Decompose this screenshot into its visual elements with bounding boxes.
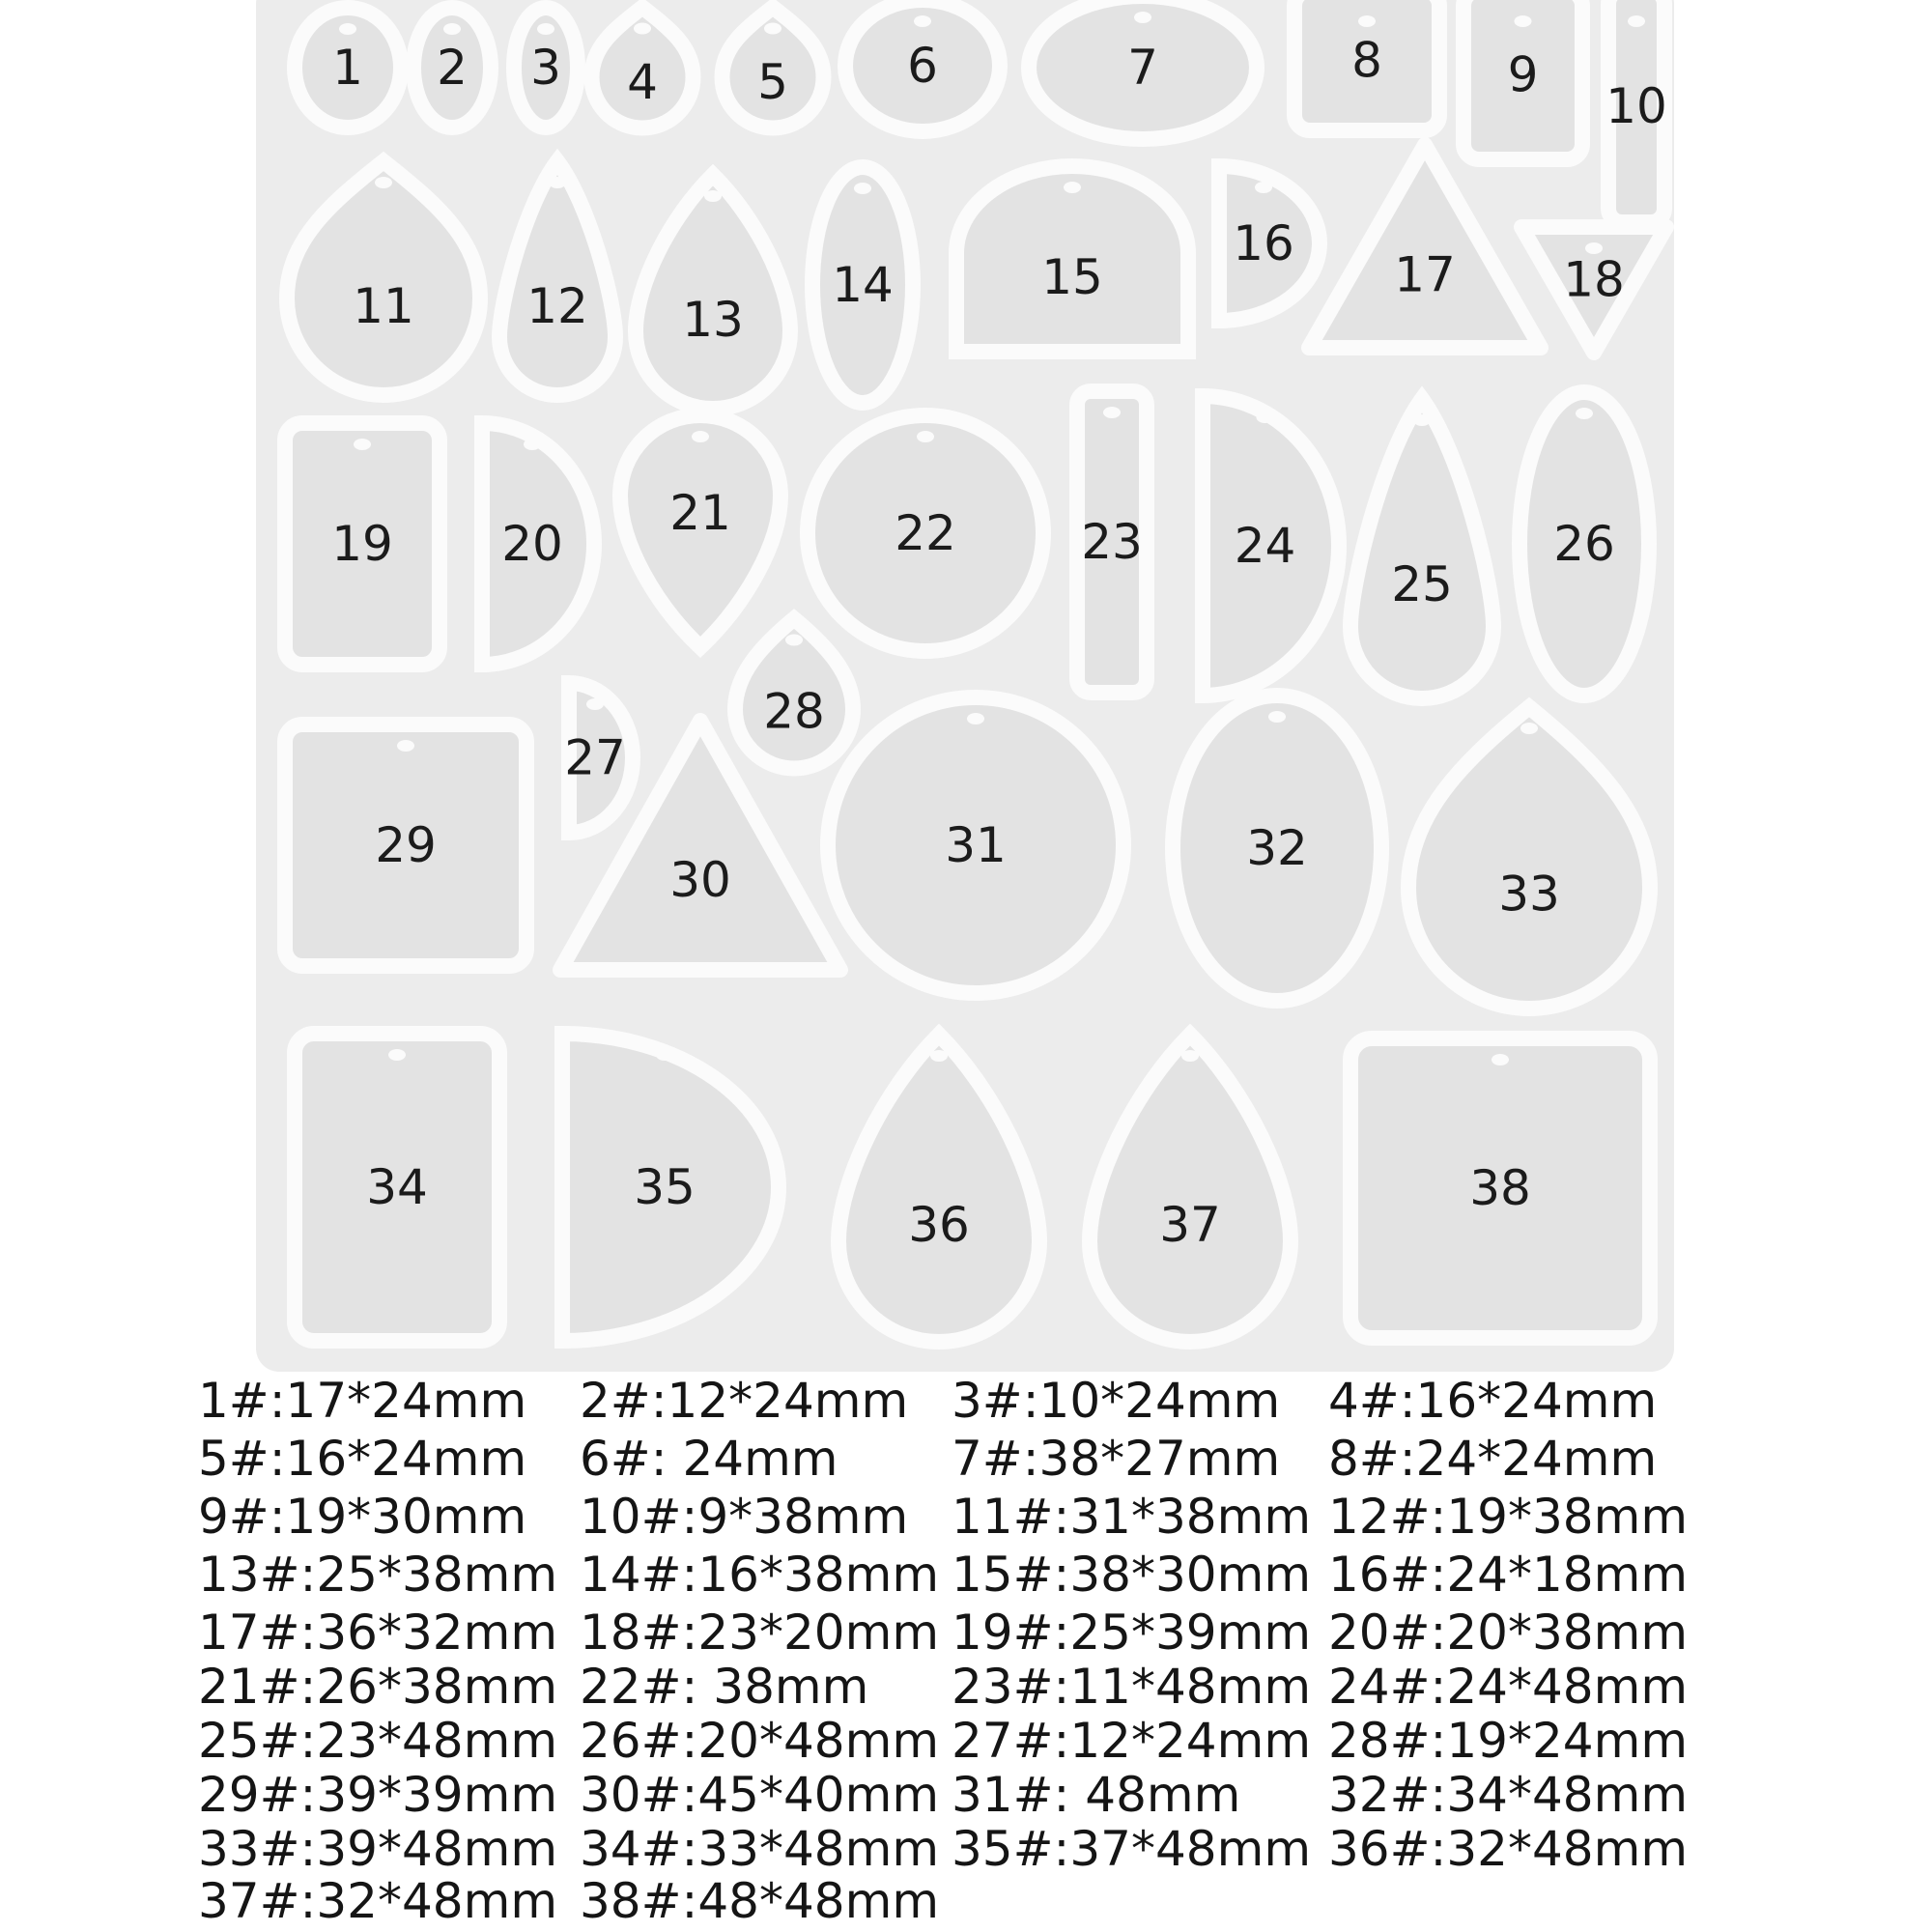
size-entry-13: 13#:25*38mm	[198, 1547, 558, 1603]
size-entry-9: 9#:19*30mm	[198, 1489, 527, 1545]
cavity-number-26: 26	[1553, 516, 1615, 572]
cavity-number-5: 5	[757, 54, 788, 110]
cavity-10	[1605, 0, 1667, 222]
cavity-number-10: 10	[1605, 78, 1667, 134]
hang-hole-20	[524, 439, 541, 450]
cavity-1	[295, 8, 401, 128]
cavity-number-37: 37	[1159, 1197, 1221, 1254]
cavity-number-35: 35	[634, 1159, 696, 1215]
size-entry-10: 10#:9*38mm	[580, 1489, 909, 1545]
hang-hole-4	[634, 23, 651, 35]
cavity-7	[1029, 0, 1257, 139]
size-entry-29: 29#:39*39mm	[198, 1767, 558, 1823]
cavity-6	[845, 0, 1000, 131]
size-entry-38: 38#:48*48mm	[580, 1873, 940, 1929]
cavity-26	[1520, 392, 1649, 696]
size-entry-8: 8#:24*24mm	[1328, 1431, 1658, 1487]
cavity-number-14: 14	[832, 257, 894, 313]
cavity-3	[514, 8, 578, 128]
size-entry-23: 23#:11*48mm	[952, 1659, 1312, 1715]
size-entry-37: 37#:32*48mm	[198, 1873, 558, 1929]
hang-hole-7	[1134, 12, 1151, 23]
cavity-number-28: 28	[763, 683, 825, 740]
cavity-number-38: 38	[1469, 1160, 1531, 1216]
hang-hole-23	[1103, 407, 1121, 418]
cavity-29	[285, 724, 526, 966]
hang-hole-36	[930, 1050, 948, 1062]
hang-hole-16	[1255, 182, 1272, 193]
size-entry-26: 26#:20*48mm	[580, 1713, 940, 1769]
size-entry-27: 27#:12*24mm	[952, 1713, 1312, 1769]
cavity-34	[295, 1034, 499, 1341]
size-entry-14: 14#:16*38mm	[580, 1547, 940, 1603]
hang-hole-37	[1181, 1050, 1199, 1062]
size-entry-16: 16#:24*18mm	[1328, 1547, 1689, 1603]
hang-hole-14	[854, 183, 871, 194]
size-entry-2: 2#:12*24mm	[580, 1373, 909, 1429]
cavity-number-22: 22	[895, 505, 956, 561]
hang-hole-9	[1515, 15, 1532, 27]
cavity-number-6: 6	[907, 38, 938, 94]
cavity-number-9: 9	[1507, 46, 1539, 103]
cavity-number-17: 17	[1394, 246, 1456, 303]
size-entry-30: 30#:45*40mm	[580, 1767, 940, 1823]
hang-hole-24	[1257, 412, 1274, 423]
cavity-number-20: 20	[501, 516, 563, 572]
hang-hole-21	[692, 431, 709, 442]
cavity-number-21: 21	[669, 484, 731, 541]
hang-hole-33	[1520, 723, 1538, 734]
size-entry-17: 17#:36*32mm	[198, 1605, 558, 1661]
cavity-23	[1077, 391, 1147, 693]
hang-hole-11	[375, 177, 392, 188]
size-entry-22: 22#: 38mm	[580, 1659, 869, 1715]
cavity-number-36: 36	[908, 1197, 970, 1254]
size-entry-36: 36#:32*48mm	[1328, 1821, 1689, 1877]
hang-hole-12	[549, 177, 566, 188]
hang-hole-19	[354, 439, 371, 450]
size-entry-7: 7#:38*27mm	[952, 1431, 1281, 1487]
hang-hole-31	[967, 713, 984, 724]
hang-hole-6	[914, 15, 931, 27]
size-entry-34: 34#:33*48mm	[580, 1821, 940, 1877]
cavity-number-1: 1	[332, 40, 363, 96]
size-entry-32: 32#:34*48mm	[1328, 1767, 1689, 1823]
cavity-number-31: 31	[945, 817, 1007, 873]
cavity-32	[1173, 696, 1381, 1001]
hang-hole-5	[764, 23, 781, 35]
cavity-number-13: 13	[682, 292, 744, 349]
size-entry-3: 3#:10*24mm	[952, 1373, 1281, 1429]
hang-hole-27	[586, 698, 604, 710]
hang-hole-2	[443, 23, 461, 35]
hang-hole-38	[1492, 1054, 1509, 1065]
cavity-38	[1350, 1038, 1650, 1338]
hang-hole-28	[785, 635, 803, 646]
size-entry-31: 31#: 48mm	[952, 1767, 1241, 1823]
cavity-number-7: 7	[1127, 40, 1158, 96]
size-entry-21: 21#:26*38mm	[198, 1659, 558, 1715]
cavity-number-15: 15	[1041, 249, 1103, 306]
hang-hole-26	[1576, 408, 1593, 419]
cavity-number-3: 3	[530, 40, 561, 96]
size-entry-24: 24#:24*48mm	[1328, 1659, 1689, 1715]
size-entry-20: 20#:20*38mm	[1328, 1605, 1689, 1661]
size-entry-19: 19#:25*39mm	[952, 1605, 1312, 1661]
hang-hole-32	[1268, 711, 1286, 723]
hang-hole-35	[656, 1049, 673, 1061]
cavity-8	[1294, 0, 1439, 130]
cavity-2	[413, 8, 491, 128]
cavity-number-25: 25	[1391, 556, 1453, 613]
cavity-number-4: 4	[627, 54, 658, 110]
cavity-22	[808, 415, 1043, 651]
size-entry-1: 1#:17*24mm	[198, 1373, 527, 1429]
size-entry-25: 25#:23*48mm	[198, 1713, 558, 1769]
cavity-19	[285, 423, 440, 665]
size-entry-6: 6#: 24mm	[580, 1431, 838, 1487]
cavity-9	[1463, 0, 1582, 159]
cavity-number-8: 8	[1351, 32, 1382, 89]
size-entry-12: 12#:19*38mm	[1328, 1489, 1689, 1545]
cavity-number-24: 24	[1234, 518, 1296, 574]
cavity-number-29: 29	[375, 817, 437, 873]
cavity-number-32: 32	[1246, 820, 1308, 876]
size-entry-28: 28#:19*24mm	[1328, 1713, 1689, 1769]
size-entry-5: 5#:16*24mm	[198, 1431, 527, 1487]
hang-hole-15	[1064, 182, 1081, 193]
cavity-number-19: 19	[331, 516, 393, 572]
size-entry-4: 4#:16*24mm	[1328, 1373, 1658, 1429]
hang-hole-10	[1628, 15, 1645, 27]
cavity-number-18: 18	[1563, 251, 1625, 308]
size-entry-18: 18#:23*20mm	[580, 1605, 940, 1661]
cavity-number-11: 11	[353, 278, 414, 335]
cavity-number-23: 23	[1081, 514, 1143, 570]
size-entry-33: 33#:39*48mm	[198, 1821, 558, 1877]
hang-hole-25	[1413, 414, 1431, 426]
cavity-number-34: 34	[366, 1159, 428, 1215]
hang-hole-1	[339, 23, 356, 35]
size-entry-11: 11#:31*38mm	[952, 1489, 1312, 1545]
cavity-number-2: 2	[437, 40, 468, 96]
cavity-number-30: 30	[669, 852, 731, 909]
cavity-31	[828, 697, 1123, 993]
hang-hole-3	[537, 23, 554, 35]
hang-hole-13	[704, 190, 722, 202]
hang-hole-8	[1358, 15, 1376, 27]
cavity-number-16: 16	[1233, 215, 1294, 271]
cavity-14	[812, 167, 913, 403]
hang-hole-29	[397, 740, 414, 752]
hang-hole-34	[388, 1049, 406, 1061]
cavity-number-12: 12	[526, 278, 588, 335]
cavity-27	[564, 683, 633, 833]
cavity-number-33: 33	[1498, 866, 1560, 923]
cavity-number-27: 27	[564, 729, 626, 786]
size-entry-35: 35#:37*48mm	[952, 1821, 1312, 1877]
size-entry-15: 15#:38*30mm	[952, 1547, 1312, 1603]
cavity-15	[956, 166, 1188, 352]
hang-hole-22	[917, 431, 934, 442]
